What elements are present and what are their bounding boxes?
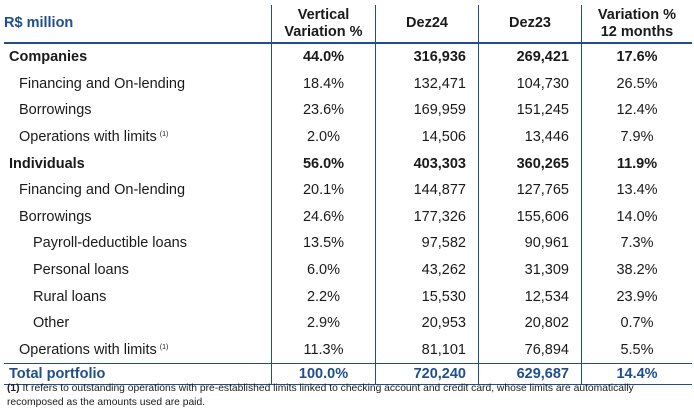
row-label: Other [33,315,70,332]
row-label: Payroll-deductible loans [33,235,187,252]
cell-dez24: 132,471 [376,71,479,98]
cell-dez24: 177,326 [376,204,479,231]
header-vertical-line1: Vertical [297,6,350,23]
cell-variation: 5.5% [582,337,693,364]
header-vertical-line2: Variation % [284,23,363,40]
cell-vertical: 13.5% [272,230,376,257]
footnote [7,382,691,409]
cell-vertical: 20.1% [272,177,376,204]
table-header-row [4,5,692,43]
table-row-individuals [4,150,692,177]
cell-variation: 12.4% [582,97,693,124]
row-label: Rural loans [33,288,107,305]
cell-dez24: 14,506 [376,124,479,151]
cell-vertical: 44.0% [272,43,376,71]
cell-dez23: 13,446 [479,124,582,151]
table-row [4,310,692,337]
cell-variation: 26.5% [582,71,693,98]
cell-dez23: 127,765 [479,177,582,204]
cell-variation: 7.9% [582,124,693,151]
cell-dez23: 12,534 [479,283,582,310]
table-row-companies [4,43,692,71]
table-row [4,257,692,284]
cell-dez24: 15,530 [376,283,479,310]
header-variation-12m [582,5,693,43]
cell-vertical: 24.6% [272,204,376,231]
cell-variation: 11.9% [582,150,693,177]
table-row [4,204,692,231]
cell-variation: 14.0% [582,204,693,231]
footnote-text: It refers to outstanding operations with pre-established limits linked to checking account and credit card, whose limits are automatically recomposed as the amounts used are paid. [7,383,634,408]
cell-dez23: 155,606 [479,204,582,231]
cell-dez23: 360,265 [479,150,582,177]
loan-portfolio-table [4,5,692,385]
header-variation-line1: Variation % [597,6,677,23]
row-label-text: Operations with limits [19,341,157,358]
header-vertical-variation [272,5,376,43]
cell-dez24: 81,101 [376,337,479,364]
cell-dez23: 76,894 [479,337,582,364]
row-label [4,337,272,364]
table-row [4,71,692,98]
cell-vertical: 2.9% [272,310,376,337]
row-label: Borrowings [19,208,92,225]
footnote-ref: (1) [159,131,169,139]
footnote-ref: (1) [159,343,169,351]
cell-vertical: 56.0% [272,150,376,177]
total-dez23: 629,687 [479,364,582,385]
cell-variation: 17.6% [582,43,693,71]
cell-dez24: 20,953 [376,310,479,337]
cell-vertical: 18.4% [272,71,376,98]
cell-variation: 38.2% [582,257,693,284]
row-label [4,124,272,151]
total-variation: 14.4% [582,364,693,385]
cell-dez24: 316,936 [376,43,479,71]
cell-dez24: 144,877 [376,177,479,204]
header-unit-label: R$ million [4,5,272,43]
cell-vertical: 6.0% [272,257,376,284]
cell-dez23: 31,309 [479,257,582,284]
cell-variation: 7.3% [582,230,693,257]
header-variation-line2: 12 months [600,23,674,40]
cell-dez23: 90,961 [479,230,582,257]
total-vertical: 100.0% [272,364,376,385]
cell-dez23: 20,802 [479,310,582,337]
cell-dez24: 169,959 [376,97,479,124]
cell-vertical: 11.3% [272,337,376,364]
total-dez24: 720,240 [376,364,479,385]
row-label: Personal loans [33,262,129,279]
cell-dez24: 43,262 [376,257,479,284]
cell-variation: 13.4% [582,177,693,204]
table-row [4,337,692,364]
header-dez24: Dez24 [376,5,479,43]
cell-dez24: 97,582 [376,230,479,257]
total-label: Total portfolio [4,364,272,385]
row-label: Borrowings [19,102,92,119]
row-label: Companies [9,49,88,66]
row-label: Financing and On-lending [19,75,186,92]
header-dez23: Dez23 [479,5,582,43]
cell-vertical: 2.0% [272,124,376,151]
row-label: Financing and On-lending [19,182,186,199]
table-row [4,97,692,124]
cell-variation: 23.9% [582,283,693,310]
cell-variation: 0.7% [582,310,693,337]
cell-dez23: 104,730 [479,71,582,98]
table-row [4,177,692,204]
cell-dez24: 403,303 [376,150,479,177]
table-row [4,230,692,257]
cell-dez23: 151,245 [479,97,582,124]
table-row [4,283,692,310]
footnote-marker: (1) [7,383,20,394]
row-label-text: Operations with limits [19,129,157,146]
table-row [4,124,692,151]
cell-vertical: 23.6% [272,97,376,124]
cell-vertical: 2.2% [272,283,376,310]
row-label: Individuals [9,155,85,172]
cell-dez23: 269,421 [479,43,582,71]
